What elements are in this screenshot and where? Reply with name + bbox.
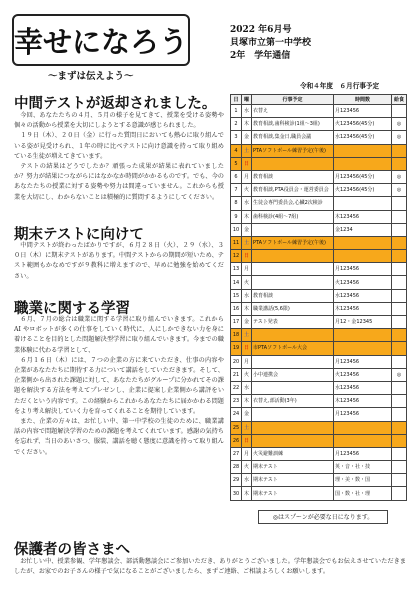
newsletter-name: 2年 学年通信 bbox=[230, 51, 291, 61]
schedule-hours: 英・音・社・技 bbox=[334, 461, 392, 474]
schedule-event: 生徒会専門委員会,心臓2次検診 bbox=[252, 197, 334, 210]
schedule-lunch: ◎ bbox=[392, 170, 407, 183]
schedule-event: 期末テスト bbox=[252, 461, 334, 474]
schedule-lunch bbox=[392, 223, 407, 236]
schedule-event bbox=[252, 157, 334, 170]
title-box bbox=[12, 14, 190, 66]
schedule-row bbox=[231, 447, 407, 460]
schedule-day: 13 bbox=[231, 263, 242, 276]
schedule-lunch bbox=[392, 434, 407, 447]
schedule-lunch bbox=[392, 289, 407, 302]
paragraph: ６月、７月の総合は職業に関する学習に取り組んでいきます。これから AI やロボットが多くの仕事をしていく時代に、人にしかできない力を身に着けることを目的とした問題解決型学習に取り組んでいきます。今までの職業体験に代わる学習として、 bbox=[14, 316, 224, 354]
schedule-lunch bbox=[392, 157, 407, 170]
schedule-hours bbox=[334, 157, 392, 170]
schedule-weekday: 日 bbox=[242, 342, 252, 355]
schedule-event: 衣替え bbox=[252, 105, 334, 118]
schedule-day: 7 bbox=[231, 184, 242, 197]
schedule-weekday: 月 bbox=[242, 170, 252, 183]
schedule-row bbox=[231, 157, 407, 170]
lunch-note: ◎はスプーンが必要な日になります。 bbox=[258, 510, 388, 524]
schedule-day: 14 bbox=[231, 276, 242, 289]
schedule-day: 9 bbox=[231, 210, 242, 223]
schedule-row bbox=[231, 197, 407, 210]
schedule-weekday: 土 bbox=[242, 144, 252, 157]
schedule-day: 17 bbox=[231, 316, 242, 329]
schedule-event: 衣替え,部活動(3年) bbox=[252, 395, 334, 408]
schedule-event bbox=[252, 434, 334, 447]
schedule-hours bbox=[334, 434, 392, 447]
schedule-weekday: 日 bbox=[242, 250, 252, 263]
schedule-hours: 木123456 bbox=[334, 302, 392, 315]
schedule-event: 教育相談 bbox=[252, 289, 334, 302]
schedule-row bbox=[231, 474, 407, 487]
schedule-day: 10 bbox=[231, 223, 242, 236]
schedule-lunch bbox=[392, 144, 407, 157]
schedule-row bbox=[231, 170, 407, 183]
schedule-lunch bbox=[392, 250, 407, 263]
schedule-hours: 月123456(45分) bbox=[334, 170, 392, 183]
schedule-row bbox=[231, 144, 407, 157]
schedule-row bbox=[231, 236, 407, 249]
schedule-hours bbox=[334, 144, 392, 157]
schedule-event: 教育相談,歯科検診(1組～3組) bbox=[252, 118, 334, 131]
schedule-lunch bbox=[392, 355, 407, 368]
schedule-lunch bbox=[392, 474, 407, 487]
schedule-weekday: 土 bbox=[242, 236, 252, 249]
schedule-weekday: 水 bbox=[242, 474, 252, 487]
schedule-hours: 木123456 bbox=[334, 210, 392, 223]
schedule-hours: 火123456 bbox=[334, 276, 392, 289]
schedule-row bbox=[231, 408, 407, 421]
schedule-day: 25 bbox=[231, 421, 242, 434]
schedule-body bbox=[231, 105, 407, 501]
schedule-hours: 水123456 bbox=[334, 289, 392, 302]
schedule-row bbox=[231, 316, 407, 329]
schedule-day: 11 bbox=[231, 236, 242, 249]
schedule-lunch bbox=[392, 236, 407, 249]
schedule-lunch bbox=[392, 461, 407, 474]
schedule-row bbox=[231, 487, 407, 500]
schedule-row bbox=[231, 434, 407, 447]
schedule-row bbox=[231, 461, 407, 474]
schedule-day: 3 bbox=[231, 131, 242, 144]
schedule-hours: 月12・金12345 bbox=[334, 316, 392, 329]
schedule-lunch bbox=[392, 395, 407, 408]
schedule-weekday: 木 bbox=[242, 118, 252, 131]
schedule-day: 1 bbox=[231, 105, 242, 118]
schedule-lunch bbox=[392, 316, 407, 329]
schedule-lunch bbox=[392, 197, 407, 210]
schedule-event: テスト発表 bbox=[252, 316, 334, 329]
schedule-hours bbox=[334, 421, 392, 434]
col-header-hours: 時間数 bbox=[334, 95, 392, 105]
schedule-event: 火災避難訓練 bbox=[252, 447, 334, 460]
schedule-event bbox=[252, 355, 334, 368]
schedule-header-row bbox=[231, 95, 407, 105]
schedule-day: 5 bbox=[231, 157, 242, 170]
paragraph: お忙しい中、授業参観、学年懇談会、部活動懇談会にご参加いただき、ありがとうございました。学年懇談会でもお伝えさせていただきましたが、お家でのお子さんの様子で気になることがございましたら、まずご連絡、ご相談よろしくお願いします。 bbox=[14, 558, 406, 576]
schedule-row bbox=[231, 342, 407, 355]
schedule-hours bbox=[334, 329, 392, 342]
schedule-day: 18 bbox=[231, 329, 242, 342]
schedule-lunch bbox=[392, 302, 407, 315]
schedule-weekday: 土 bbox=[242, 421, 252, 434]
schedule-event: 職業講話(5,6限) bbox=[252, 302, 334, 315]
section-title-guardians: 保護者の皆さまへ bbox=[14, 542, 130, 558]
col-header-weekday: 曜 bbox=[242, 95, 252, 105]
schedule-event bbox=[252, 329, 334, 342]
schedule-lunch bbox=[392, 447, 407, 460]
schedule-row bbox=[231, 421, 407, 434]
schedule-weekday: 木 bbox=[242, 210, 252, 223]
issue-label: 2022 年6月号 bbox=[230, 25, 292, 35]
schedule-row bbox=[231, 289, 407, 302]
schedule-day: 2 bbox=[231, 118, 242, 131]
section-body-guardians bbox=[14, 557, 406, 577]
schedule-lunch bbox=[392, 329, 407, 342]
paragraph: ６月１６日（木）には、７つの企業の方に来ていただき、仕事の内容や企業があなたたちに期待する力について講話をしていただきます。そして、企業側から出された課題に対して、あなたたちがグループに分かれてその課題を解決する方法を考えてプレゼンし、企業に提案し企業側から講評をいただくという内容です。この経験からこれからあなたたちに届かかわる問題をより考え解決していく力を育ってくれることを期待しています。 bbox=[14, 356, 224, 415]
schedule-hours bbox=[334, 236, 392, 249]
schedule-weekday: 日 bbox=[242, 434, 252, 447]
paragraph: また、企業の方々は、お忙しい中、第一中学校の生徒のために、職業講話の内容で問題解決学習のための課題を考えてくれています。感謝の気持ちを忘れず、当日のあいさつ、服装、講話を聴く態度に意識を持って取り組んでください。 bbox=[14, 418, 224, 456]
schedule-event: PTAソフトボール練習予定(午後) bbox=[252, 144, 334, 157]
schedule-weekday: 土 bbox=[242, 329, 252, 342]
schedule-day: 8 bbox=[231, 197, 242, 210]
schedule-hours: 水123456(45分) bbox=[334, 131, 392, 144]
schedule-day: 23 bbox=[231, 395, 242, 408]
schedule-lunch bbox=[392, 276, 407, 289]
paragraph: 中間テストが終わったばかりですが、６月２８日（火）、２９（水）、３０日（木）に期末テストがあります。中間テストからの期間が短いため、テスト範囲もかなめですが９教科に増えますので、早めに勉強を始めてください。 bbox=[14, 242, 224, 280]
schedule-lunch bbox=[392, 408, 407, 421]
schedule-day: 12 bbox=[231, 250, 242, 263]
schedule-day: 24 bbox=[231, 408, 242, 421]
schedule-row bbox=[231, 184, 407, 197]
schedule-event: 小中連携会 bbox=[252, 368, 334, 381]
schedule-row bbox=[231, 329, 407, 342]
schedule-row bbox=[231, 263, 407, 276]
schedule-hours: 木123456 bbox=[334, 395, 392, 408]
section-body-career bbox=[14, 315, 224, 458]
section-title-career: 職業に関する学習 bbox=[14, 301, 130, 317]
schedule-weekday: 火 bbox=[242, 368, 252, 381]
schedule-row bbox=[231, 250, 407, 263]
schedule-weekday: 木 bbox=[242, 395, 252, 408]
schedule-event: PTAソフトボール練習予定(午後) bbox=[252, 236, 334, 249]
schedule-row bbox=[231, 368, 407, 381]
schedule-day: 29 bbox=[231, 474, 242, 487]
schedule-row bbox=[231, 105, 407, 118]
schedule-day: 4 bbox=[231, 144, 242, 157]
schedule-day: 6 bbox=[231, 170, 242, 183]
schedule-day: 27 bbox=[231, 447, 242, 460]
schedule-lunch: ◎ bbox=[392, 118, 407, 131]
schedule-day: 22 bbox=[231, 381, 242, 394]
schedule-day: 28 bbox=[231, 461, 242, 474]
newsletter-title: 幸せになろう bbox=[14, 25, 189, 59]
schedule-lunch bbox=[392, 263, 407, 276]
paragraph: １９日（木）、２０日（金）に行った質問日においても熱心に取り組んでいる姿が見受けられ、１年の時に比べテストに向け意識を持って取り組めている生徒が増えてきています。 bbox=[14, 132, 224, 160]
schedule-weekday: 月 bbox=[242, 447, 252, 460]
schedule-day: 19 bbox=[231, 342, 242, 355]
col-header-lunch: 給食 bbox=[392, 95, 407, 105]
schedule-hours bbox=[334, 197, 392, 210]
schedule-weekday: 金 bbox=[242, 316, 252, 329]
schedule-row bbox=[231, 276, 407, 289]
schedule-lunch bbox=[392, 381, 407, 394]
schedule-hours: 火123456(45分) bbox=[334, 118, 392, 131]
schedule-lunch: ◎ bbox=[392, 368, 407, 381]
schedule-weekday: 金 bbox=[242, 223, 252, 236]
paragraph: テストの結果はどうでしたか？頑張った成果が結果に表れていましたか？努力が結果につながらにはなかなか時間がかかるものです。でも、今のあなたたちの授業に対する姿勢や努力は間違っていません。これからも授業を大切にし、わからないことは積極的に質問するようにしてください。 bbox=[14, 163, 224, 201]
schedule-weekday: 日 bbox=[242, 157, 252, 170]
col-header-event: 行事予定 bbox=[252, 95, 334, 105]
schedule-hours: 理・美・数・国 bbox=[334, 474, 392, 487]
schedule-day: 21 bbox=[231, 368, 242, 381]
schedule-lunch: ◎ bbox=[392, 184, 407, 197]
schedule-hours: 国・数・社・理 bbox=[334, 487, 392, 500]
schedule-weekday: 火 bbox=[242, 461, 252, 474]
schedule-event bbox=[252, 223, 334, 236]
section-body-midterm bbox=[14, 111, 224, 203]
schedule-hours: 金1234 bbox=[334, 223, 392, 236]
schedule-row bbox=[231, 118, 407, 131]
schedule-weekday: 水 bbox=[242, 381, 252, 394]
section-title-midterm: 中間テストが返却されました。 bbox=[14, 96, 217, 112]
schedule-weekday: 木 bbox=[242, 302, 252, 315]
schedule-caption: 令和４年度 ６月行事予定 bbox=[300, 82, 380, 90]
schedule-event bbox=[252, 276, 334, 289]
schedule-weekday: 金 bbox=[242, 131, 252, 144]
schedule-event: 教育相談,PTA役員会・運営委員会 bbox=[252, 184, 334, 197]
schedule-weekday: 月 bbox=[242, 355, 252, 368]
schedule-lunch: ◎ bbox=[392, 131, 407, 144]
schedule-weekday: 火 bbox=[242, 184, 252, 197]
col-header-day: 日 bbox=[231, 95, 242, 105]
section-body-final-exam bbox=[14, 241, 224, 282]
schedule-hours: 月123456 bbox=[334, 105, 392, 118]
schedule-day: 26 bbox=[231, 434, 242, 447]
schedule-event: 期末テスト bbox=[252, 487, 334, 500]
schedule-row bbox=[231, 302, 407, 315]
schedule-hours: 月123456 bbox=[334, 408, 392, 421]
school-name: 貝塚市立第一中学校 bbox=[230, 38, 312, 48]
schedule-lunch bbox=[392, 487, 407, 500]
schedule-day: 16 bbox=[231, 302, 242, 315]
schedule-event bbox=[252, 381, 334, 394]
schedule-event bbox=[252, 263, 334, 276]
schedule-weekday: 水 bbox=[242, 289, 252, 302]
schedule-event: 教育相談,集金日,職員会議 bbox=[252, 131, 334, 144]
schedule-lunch bbox=[392, 342, 407, 355]
schedule-event: 市PTAソフトボール大会 bbox=[252, 342, 334, 355]
newsletter-subtitle: ～まずは伝えよう～ bbox=[48, 71, 134, 82]
schedule-lunch bbox=[392, 105, 407, 118]
schedule-day: 20 bbox=[231, 355, 242, 368]
schedule-lunch bbox=[392, 421, 407, 434]
schedule-hours: 水123456 bbox=[334, 381, 392, 394]
schedule-day: 30 bbox=[231, 487, 242, 500]
schedule-row bbox=[231, 395, 407, 408]
schedule-row bbox=[231, 223, 407, 236]
schedule-weekday: 火 bbox=[242, 276, 252, 289]
schedule-weekday: 水 bbox=[242, 197, 252, 210]
paragraph: 今回、あなたたちの４月、５月の様子を見てきて、授業を受ける姿勢や個々の活動から授業を大切にしようとする意識が感じられました。 bbox=[14, 112, 224, 130]
schedule-event: 教育相談 bbox=[252, 170, 334, 183]
schedule-weekday: 月 bbox=[242, 263, 252, 276]
section-title-final-exam: 期末テストに向けて bbox=[14, 227, 144, 243]
schedule-hours: 月123456 bbox=[334, 263, 392, 276]
schedule-weekday: 水 bbox=[242, 105, 252, 118]
schedule-event: 歯科検診(4組～7組) bbox=[252, 210, 334, 223]
schedule-hours: 月123456 bbox=[334, 447, 392, 460]
schedule-table bbox=[230, 94, 407, 501]
schedule-row bbox=[231, 210, 407, 223]
schedule-day: 15 bbox=[231, 289, 242, 302]
schedule-event bbox=[252, 250, 334, 263]
schedule-event bbox=[252, 408, 334, 421]
schedule-event: 期末テスト bbox=[252, 474, 334, 487]
schedule-hours: 火123456(45分) bbox=[334, 184, 392, 197]
schedule-row bbox=[231, 355, 407, 368]
schedule-row bbox=[231, 131, 407, 144]
schedule-lunch bbox=[392, 210, 407, 223]
schedule-weekday: 木 bbox=[242, 487, 252, 500]
schedule-hours: 火123456 bbox=[334, 368, 392, 381]
schedule-row bbox=[231, 381, 407, 394]
schedule-hours: 月123456 bbox=[334, 355, 392, 368]
schedule-hours bbox=[334, 342, 392, 355]
schedule-weekday: 金 bbox=[242, 408, 252, 421]
schedule-hours bbox=[334, 250, 392, 263]
schedule-event bbox=[252, 421, 334, 434]
